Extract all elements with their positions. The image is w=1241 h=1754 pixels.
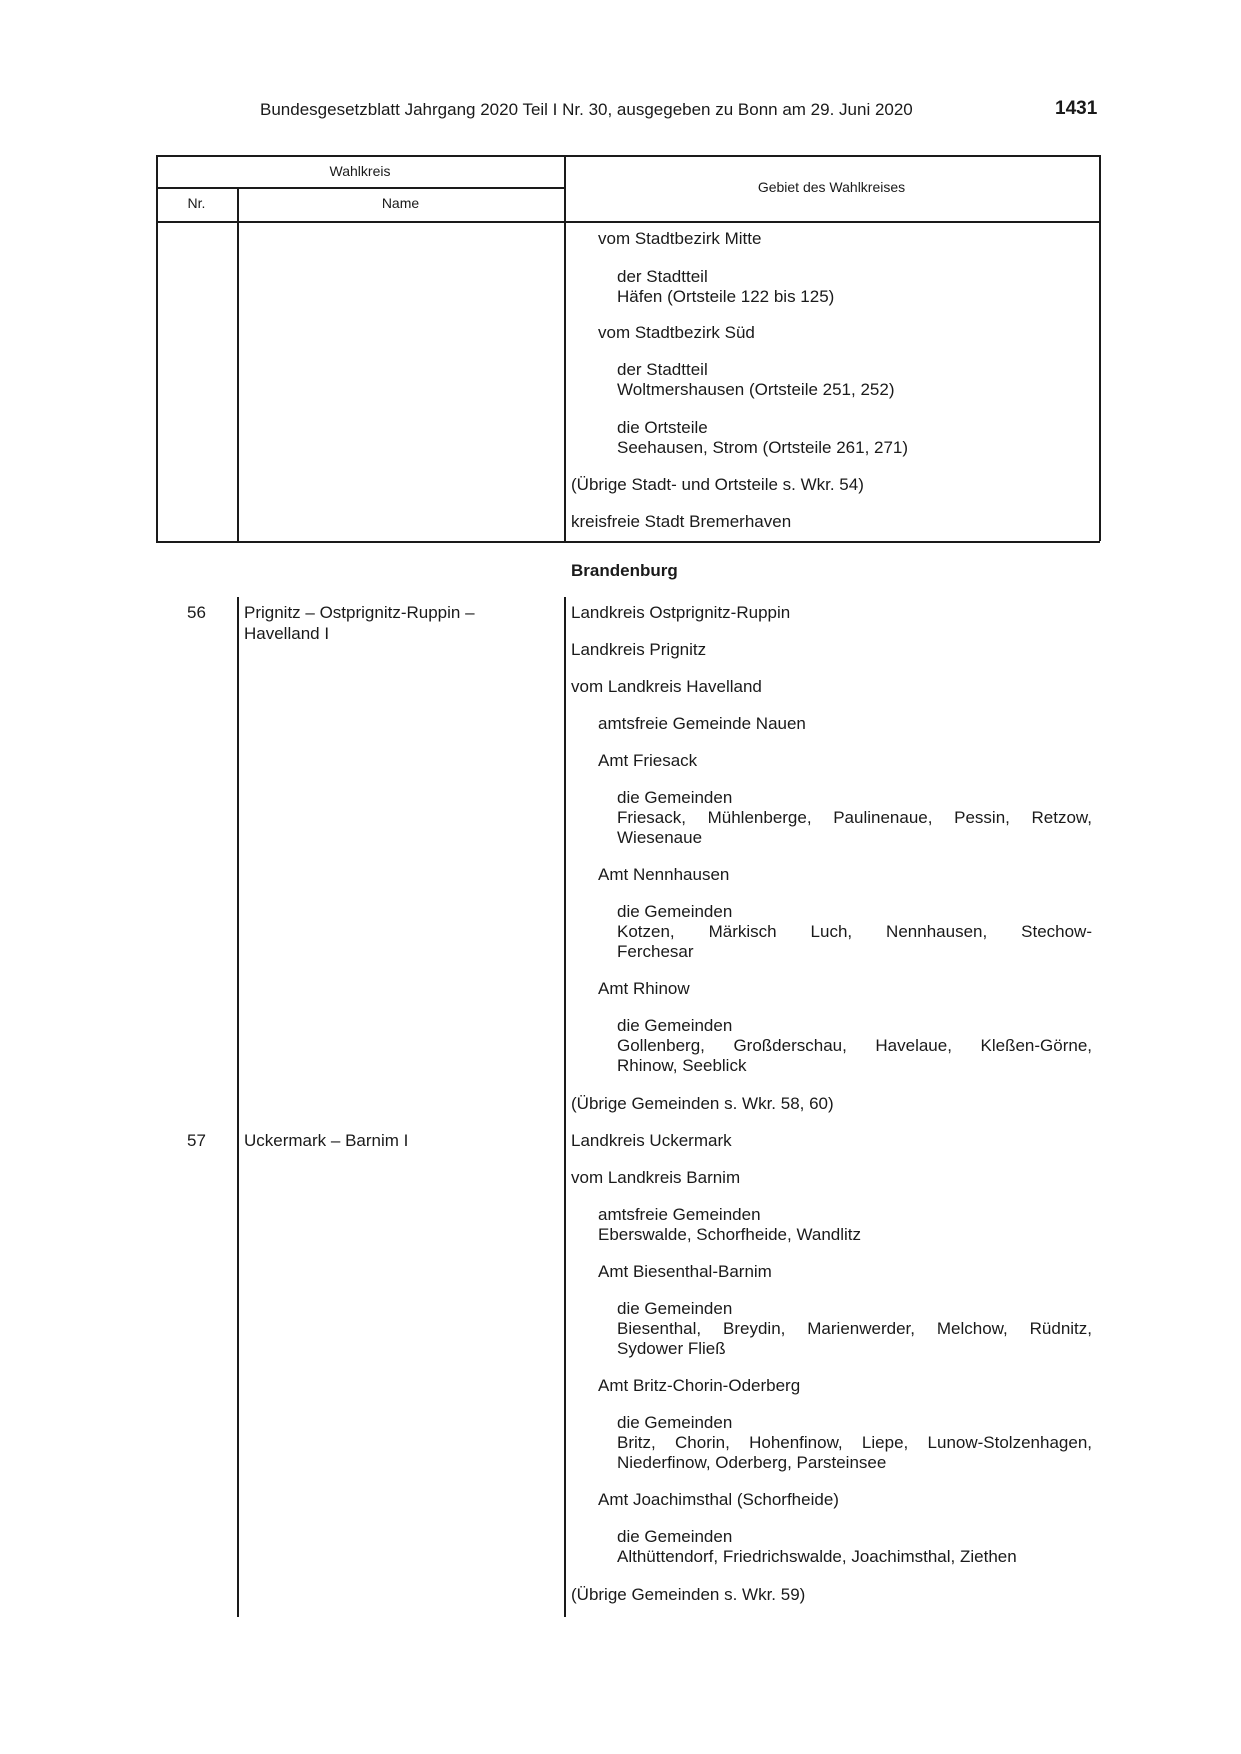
area-entry: Amt Nennhausen [598, 865, 730, 884]
area-entry: Landkreis Uckermark [571, 1131, 732, 1150]
area-entry: vom Landkreis Barnim [571, 1168, 741, 1187]
area-entry: die Gemeinden [617, 1413, 733, 1432]
area-entry: Amt Biesenthal-Barnim [598, 1262, 772, 1281]
area-entry: Althüttendorf, Friedrichswalde, Joachimsthal, Ziethen [617, 1547, 1017, 1566]
area-entry: Häfen (Ortsteile 122 bis 125) [617, 287, 835, 306]
area-entry: Amt Britz-Chorin-Oderberg [598, 1376, 801, 1395]
area-entry: der Stadtteil [617, 360, 708, 379]
header-bottom-rule [156, 221, 1100, 223]
area-entry: Britz, Chorin, Hohenfinow, Liepe, Lunow-Stolzenhagen, [617, 1433, 1092, 1452]
district-number: 57 [187, 1131, 206, 1150]
area-entry: Kotzen, Märkisch Luch, Nennhausen, Stechow- [617, 922, 1092, 941]
area-entry: Rhinow, Seeblick [617, 1056, 747, 1075]
table-right-border [1099, 155, 1101, 541]
area-entry: Eberswalde, Schorfheide, Wandlitz [598, 1225, 862, 1244]
district-number: 56 [187, 603, 206, 622]
area-entry: Niederfinow, Oderberg, Parsteinsee [617, 1453, 887, 1472]
area-entry: Amt Rhinow [598, 979, 690, 998]
area-entry: vom Landkreis Havelland [571, 677, 762, 696]
area-entry: die Gemeinden [617, 1527, 733, 1546]
area-entry: die Gemeinden [617, 1299, 733, 1318]
area-entry: Amt Joachimsthal (Schorfheide) [598, 1490, 839, 1509]
area-entry: Seehausen, Strom (Ortsteile 261, 271) [617, 438, 909, 457]
area-entry: die Gemeinden [617, 788, 733, 807]
area-entry: vom Stadtbezirk Mitte [598, 229, 762, 248]
section-separator [156, 541, 1100, 543]
table-top-border [156, 155, 1100, 157]
section-title: Brandenburg [571, 561, 678, 580]
area-entry: Amt Friesack [598, 751, 698, 770]
area-entry: amtsfreie Gemeinden [598, 1205, 761, 1224]
area-entry: Woltmershausen (Ortsteile 251, 252) [617, 380, 895, 399]
area-entry: die Gemeinden [617, 1016, 733, 1035]
area-entry: Wiesenaue [617, 828, 703, 847]
running-header: Bundesgesetzblatt Jahrgang 2020 Teil I Nr. 30, ausgegeben zu Bonn am 29. Juni 2020 [260, 100, 913, 119]
header-gebiet: Gebiet des Wahlkreises [757, 179, 906, 195]
district-name: Havelland I [244, 624, 330, 643]
area-entry: der Stadtteil [617, 267, 708, 286]
area-entry: vom Stadtbezirk Süd [598, 323, 755, 342]
area-entry: (Übrige Gemeinden s. Wkr. 59) [571, 1585, 806, 1604]
district-name: Uckermark – Barnim I [244, 1131, 409, 1150]
page-number: 1431 [1055, 98, 1098, 119]
area-entry: Sydower Fließ [617, 1339, 726, 1358]
area-entry: die Gemeinden [617, 902, 733, 921]
area-entry: kreisfreie Stadt Bremerhaven [571, 512, 792, 531]
header-wahlkreis: Wahlkreis [329, 163, 391, 179]
table-left-border [156, 155, 158, 541]
area-entry: Friesack, Mühlenberge, Paulinenaue, Pessin, Retzow, [617, 808, 1092, 827]
area-entry: die Ortsteile [617, 418, 708, 437]
area-entry: (Übrige Gemeinden s. Wkr. 58, 60) [571, 1094, 834, 1113]
header-name: Name [381, 195, 420, 211]
area-entry: Landkreis Ostprignitz-Ruppin [571, 603, 791, 622]
area-entry: amtsfreie Gemeinde Nauen [598, 714, 806, 733]
area-entry: (Übrige Stadt- und Ortsteile s. Wkr. 54) [571, 475, 864, 494]
area-entry: Ferchesar [617, 942, 694, 961]
nr-name-divider-lower [237, 597, 239, 1617]
district-name: Prignitz – Ostprignitz-Ruppin – [244, 603, 475, 622]
nr-name-divider [237, 187, 239, 541]
header-nr: Nr. [187, 195, 206, 211]
area-entry: Biesenthal, Breydin, Marienwerder, Melchow, Rüdnitz, [617, 1319, 1092, 1338]
name-gebiet-divider [564, 155, 566, 541]
name-gebiet-divider-lower [564, 597, 566, 1617]
area-entry: Gollenberg, Großderschau, Havelaue, Kleßen-Görne, [617, 1036, 1092, 1055]
header-mid-rule [156, 187, 565, 189]
area-entry: Landkreis Prignitz [571, 640, 707, 659]
